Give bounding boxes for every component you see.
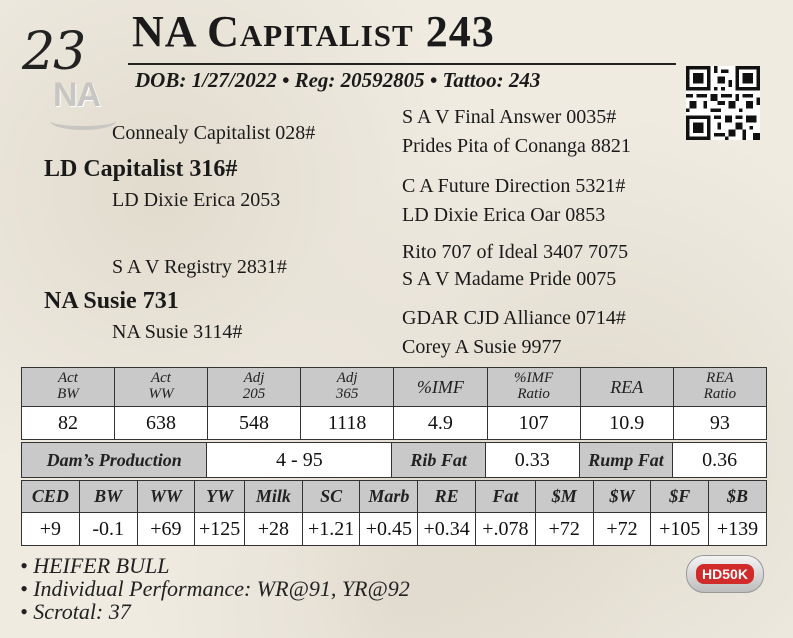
notes-list (20, 554, 410, 623)
rump-fat-value: 0.36 (673, 443, 767, 478)
epd-value: +1.21 (302, 513, 360, 546)
epd-header: WW (137, 481, 195, 513)
epd-header: CED (22, 481, 80, 513)
title-divider (128, 63, 676, 65)
epd-value: +72 (535, 513, 593, 546)
ggp-6: S A V Madame Pride 0075 (402, 268, 617, 290)
note-item: • Scrotal: 37 (20, 599, 131, 624)
animal-title: NA Capitalist 243 (132, 7, 495, 56)
epd-header-row (22, 481, 767, 513)
header-imf-ratio: %IMF Ratio (487, 368, 580, 407)
epd-value: +139 (709, 513, 767, 546)
lot-number: 23 (22, 22, 85, 82)
rump-fat-label: Rump Fat (579, 443, 673, 478)
dams-production-value: 4 - 95 (207, 443, 392, 478)
epd-value: +0.34 (418, 513, 476, 546)
epd-value: +69 (137, 513, 195, 546)
ggp-1: S A V Final Answer 0035# (402, 106, 617, 128)
epd-value: -0.1 (79, 513, 137, 546)
epd-header: Marb (360, 481, 418, 513)
epd-value: +72 (593, 513, 651, 546)
value-adj-365: 1118 (301, 407, 394, 440)
epd-header: $W (593, 481, 651, 513)
ggp-7: GDAR CJD Alliance 0714# (402, 307, 626, 329)
value-imf: 4.9 (394, 407, 487, 440)
header-act-bw: Act BW (22, 368, 115, 407)
ggp-8: Corey A Susie 9977 (402, 336, 562, 358)
header-rea-ratio: REA Ratio (673, 368, 766, 407)
value-act-ww: 638 (114, 407, 207, 440)
hd50k-badge (686, 555, 764, 593)
epd-value-row (22, 513, 767, 546)
note-item: • HEIFER BULL (20, 553, 170, 578)
performance-table (21, 367, 767, 440)
ggp-3: C A Future Direction 5321# (402, 175, 626, 197)
epd-table (21, 480, 767, 546)
value-rea: 10.9 (580, 407, 673, 440)
dam: NA Susie 731 (44, 288, 179, 314)
qr-code-icon[interactable] (686, 66, 760, 140)
ggp-4: LD Dixie Erica Oar 0853 (402, 204, 606, 226)
ggp-2: Prides Pita of Conanga 8821 (402, 135, 631, 157)
epd-value: +125 (195, 513, 245, 546)
header-imf: %IMF (394, 368, 487, 407)
epd-header: Fat (476, 481, 536, 513)
animal-details: DOB: 1/27/2022 • Reg: 20592805 • Tattoo: 243 (135, 68, 541, 92)
rib-fat-label: Rib Fat (392, 443, 486, 478)
epd-value: +0.45 (360, 513, 418, 546)
epd-header: RE (418, 481, 476, 513)
dams-production-label: Dam’s Production (22, 443, 207, 478)
epd-header: $M (535, 481, 593, 513)
epd-header: YW (195, 481, 245, 513)
header-adj-205: Adj 205 (207, 368, 300, 407)
value-adj-205: 548 (207, 407, 300, 440)
sire-dam: LD Dixie Erica 2053 (112, 189, 281, 211)
epd-value: +9 (22, 513, 80, 546)
hd50k-label: HD50K (696, 564, 754, 584)
note-item: • Individual Performance: WR@91, YR@92 (20, 576, 410, 601)
value-imf-ratio: 107 (487, 407, 580, 440)
header-adj-365: Adj 365 (301, 368, 394, 407)
epd-header: BW (79, 481, 137, 513)
epd-value: +105 (651, 513, 709, 546)
production-table (21, 442, 767, 478)
header-rea: REA (580, 368, 673, 407)
value-act-bw: 82 (22, 407, 115, 440)
ggp-5: Rito 707 of Ideal 3407 7075 (402, 241, 629, 263)
epd-header: Milk (244, 481, 302, 513)
sire: LD Capitalist 316# (44, 156, 238, 182)
na-logo (48, 72, 118, 128)
value-rea-ratio: 93 (673, 407, 766, 440)
epd-header: $F (651, 481, 709, 513)
logo-text: NA (53, 76, 101, 114)
epd-header: SC (302, 481, 360, 513)
dam-dam: NA Susie 3114# (112, 321, 243, 343)
epd-value: +28 (244, 513, 302, 546)
epd-header: $B (709, 481, 767, 513)
dam-sire: S A V Registry 2831# (112, 256, 287, 278)
header-act-ww: Act WW (114, 368, 207, 407)
epd-value: +.078 (476, 513, 536, 546)
rib-fat-value: 0.33 (485, 443, 579, 478)
sire-sire: Connealy Capitalist 028# (112, 122, 316, 144)
logo-swoosh (50, 112, 116, 130)
